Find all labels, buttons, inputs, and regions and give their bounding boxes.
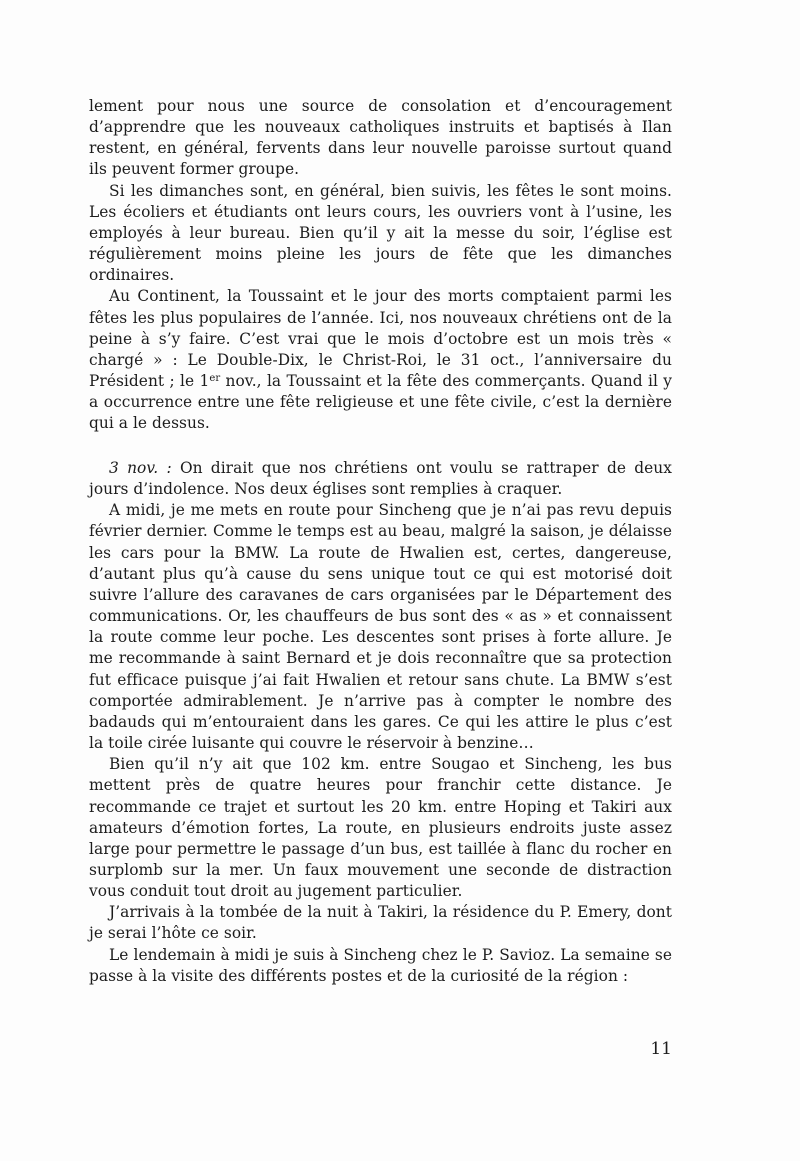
paragraph-toussaint (89, 286, 672, 434)
paragraph-takiri: J’arrivais à la tombée de la nuit à Takiri, la résidence du P. Emery, dont je serai l’hôte ce soir. (89, 903, 672, 943)
date-label: 3 nov. : (109, 459, 172, 477)
paragraph-route-distance: Bien qu’il n’y ait que 102 km. entre Sougao et Sincheng, les bus mettent près de quatre heures pour franchir cette distance. Je recommande ce trajet et surtout les 20 km. entre Hoping et Takiri aux amateurs d’émotion fortes, La route, en plusieurs endroits juste assez large pour permettre le passage d’un bus, est taillée à flanc du rocher en surplomb sur la mer. Un faux mouvement une seconde de distraction vous conduit tout droit au jugement particulier. (89, 755, 672, 901)
paragraph-feasts: Si les dimanches sont, en général, bien suivis, les fêtes le sont moins. Les écoliers et étudiants ont leurs cours, les ouvriers vont à l’usine, les employés à leur bureau. Bien qu’il y ait la messe du soir, l’église est régulièrement moins pleine les jours de fête que les dimanches ordinaires. (89, 181, 672, 285)
paragraph-sincheng: Le lendemain à midi je suis à Sincheng chez le P. Savioz. La semaine se passe à la visite des différents postes et de la curiosité de la région : (89, 945, 672, 985)
paragraph-bmw-journey: A midi, je me mets en route pour Sincheng que je n’ai pas revu depuis février dernier. Comme le temps est au beau, malgré la saison, je délaisse les cars pour la BMW. La route de Hwalien est, certes, dangereuse, d’autant plus qu’à cause du sens unique tout ce qui est motorisé doit suivre l’allure des caravanes de cars organisées par le Département des communications. Or, les chauffeurs de bus sont des « as » et connaissent la route comme leur poche. Les descentes sont prises à forte allure. Je me recommande à saint Bernard et je dois reconnaître que sa protection fut efficace puisque j’ai fait Hwalien et retour sans chute. La BMW s’est comportée admirablement. Je n’arrive pas à compter le nombre des badauds qui m’entouraient dans les gares. Ce qui les attire le plus c’est la toile cirée luisante qui couvre le réservoir à benzine… (89, 501, 672, 753)
text-section-1 (89, 96, 672, 435)
paragraph-continuation: lement pour nous une source de consolation et d’encouragement d’apprendre que les nouveaux catholiques instruits et baptisés à Ilan restent, en général, fervents dans leur nouvelle paroisse surtout quand ils peuvent former groupe. (89, 97, 672, 179)
text-section-2 (89, 458, 672, 987)
paragraph-3-nov (89, 458, 672, 500)
ordinal-superscript: er (209, 373, 221, 385)
paragraph-3-nov-text: On dirait que nos chrétiens ont voulu se rattraper de deux jours d’indolence. Nos deux églises sont remplies à craquer. (89, 459, 672, 499)
page-number: 11 (650, 1039, 672, 1059)
paragraph-toussaint-text-a: Au Continent, la Toussaint et le jour des morts comptaient parmi les fêtes les plus populaires de l’année. Ici, nos nouveaux chrétiens ont de la peine à s’y faire. C’est vrai que le mois d’octobre est un mois très « chargé » : Le Double-Dix, le Christ-Roi, le 31 oct., l’anniversaire du Président ; le 1 (89, 287, 672, 391)
paragraph-toussaint-text-b: nov., la Toussaint et la fête des commerçants. Quand il y a occurrence entre une fête religieuse et une fête civile, c’est la dernière qui a le dessus. (89, 372, 672, 433)
